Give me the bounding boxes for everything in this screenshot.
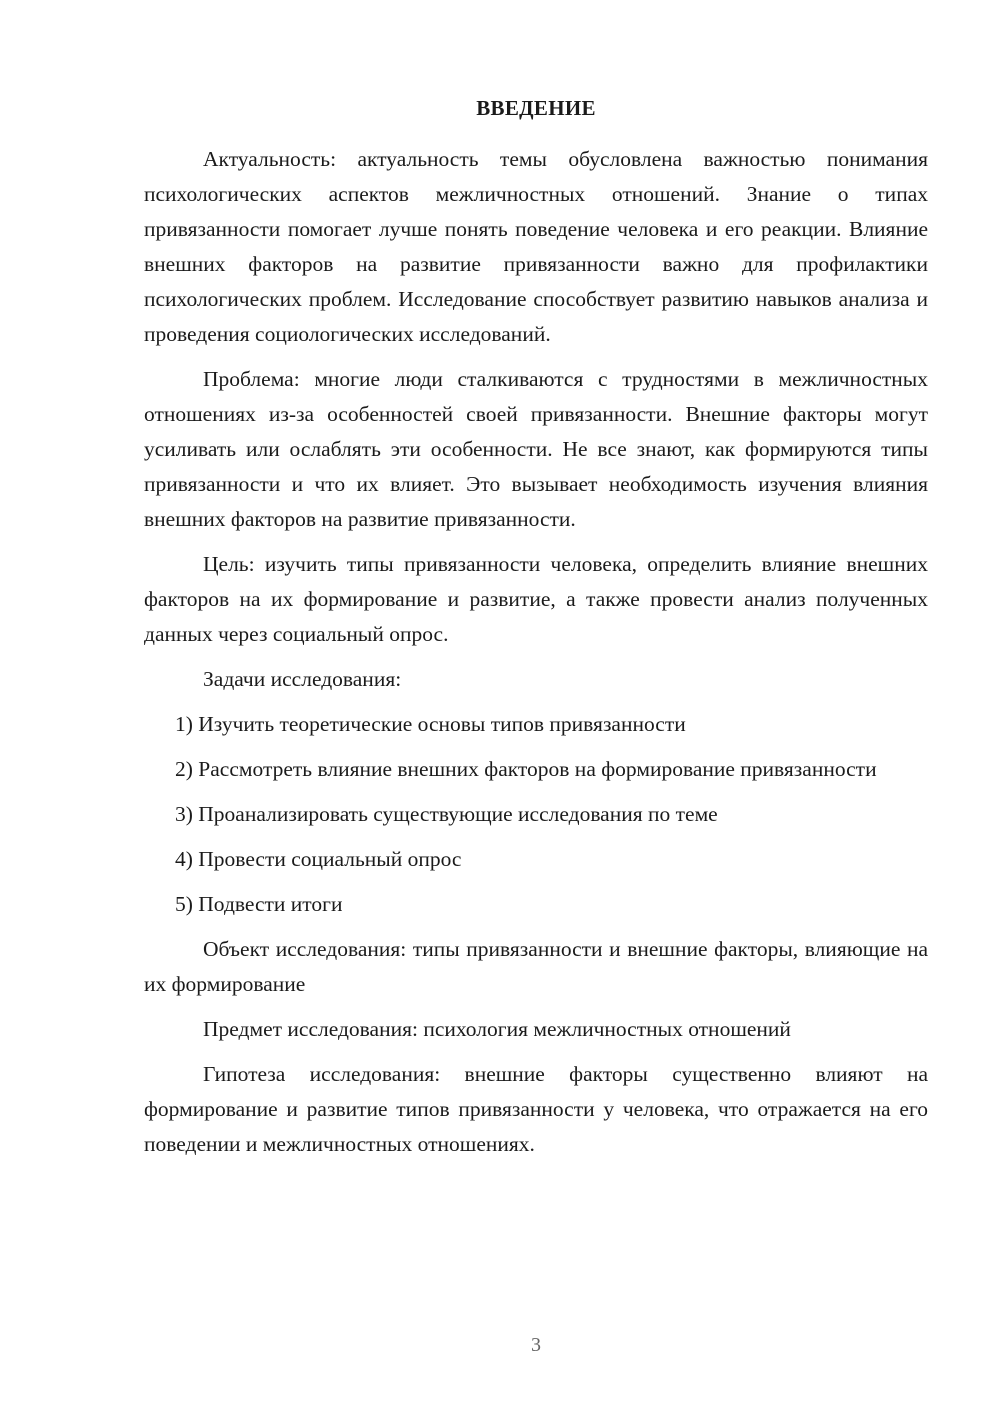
page-number: 3 [531, 1334, 541, 1356]
tasks-heading: Задачи исследования: [203, 667, 402, 691]
task-item: 3) Проанализировать существующие исследования по теме [175, 802, 718, 826]
goal-paragraph: Цель: изучить типы привязанности человека, определить влияние внешних факторов на их формирование и развитие, а также провести анализ полученных данных через социальный опрос. [144, 552, 928, 646]
hypothesis-paragraph: Гипотеза исследования: внешние факторы существенно влияют на формирование и развитие типов привязанности у человека, что отражается на его поведении и межличностных отношениях. [144, 1062, 928, 1156]
task-item: 1) Изучить теоретические основы типов привязанности [175, 712, 686, 736]
relevance-paragraph: Актуальность: актуальность темы обусловлена важностью понимания психологических аспектов межличностных отношений. Знание о типах привязанности помогает лучше понять поведение человека и его реакции. Влияние внешних факторов на развитие привязанности важно для профилактики психологических проблем. Исследование способствует развитию навыков анализа и проведения социологических исследований. [144, 147, 928, 346]
task-item: 2) Рассмотреть влияние внешних факторов на формирование привязанности [175, 757, 877, 781]
document-body [144, 142, 928, 1172]
page-title: ВВЕДЕНИЕ [476, 96, 596, 120]
problem-paragraph: Проблема: многие люди сталкиваются с трудностями в межличностных отношениях из-за особенностей своей привязанности. Внешние факторы могут усиливать или ослаблять эти особенности. Не все знают, как формируются типы привязанности и что их влияет. Это вызывает необходимость изучения влияния внешних факторов на развитие привязанности. [144, 367, 928, 531]
task-item: 4) Провести социальный опрос [175, 847, 462, 871]
object-paragraph: Объект исследования: типы привязанности и внешние факторы, влияющие на их формирование [144, 937, 928, 996]
subject-paragraph: Предмет исследования: психология межличностных отношений [203, 1017, 791, 1041]
task-item: 5) Подвести итоги [175, 892, 343, 916]
